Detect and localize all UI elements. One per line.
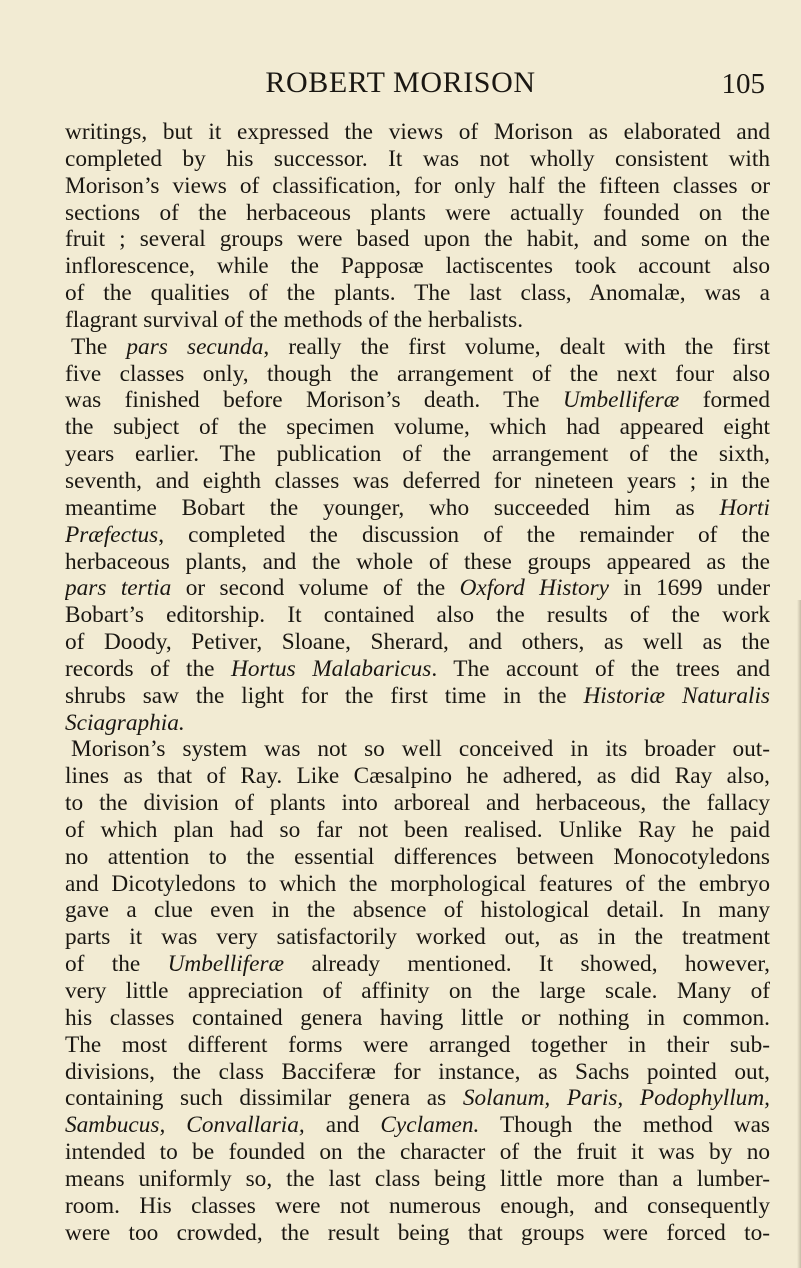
text-line: his classes contained genera having little or nothing in common.	[65, 1004, 770, 1031]
text-line: five classes only, though the arrangement of the next four also	[65, 360, 770, 387]
text-line: Morison’s views of classification, for only half the fifteen classes or	[65, 172, 770, 199]
text-line: of the Umbelliferæ already mentioned. It showed, however,	[65, 951, 770, 978]
text-line: meantime Bobart the younger, who succeeded him as Horti	[65, 494, 770, 521]
text-line: and Dicotyledons to which the morphological features of the embryo	[65, 870, 770, 897]
text-line: shrubs saw the light for the first time in the Historiæ Naturalis	[65, 682, 770, 709]
body-text	[65, 119, 770, 1246]
text-line: completed by his successor. It was not wholly consistent with	[65, 145, 770, 172]
text-line: sections of the herbaceous plants were actually founded on the	[65, 199, 770, 226]
text-line: Præfectus, completed the discussion of the remainder of the	[65, 521, 770, 548]
text-line: very little appreciation of affinity on the large scale. Many of	[65, 978, 770, 1004]
text-line: intended to be founded on the character of the fruit it was by no	[65, 1139, 770, 1166]
text-line: Sambucus, Convallaria, and Cyclamen. Though the method was	[65, 1112, 770, 1139]
text-line: lines as that of Ray. Like Cæsalpino he adhered, as did Ray also,	[65, 763, 770, 790]
page-edge-shadow	[797, 600, 801, 1268]
text-line: Morison’s system was not so well conceived in its broader out-	[71, 736, 770, 763]
text-line: divisions, the class Bacciferæ for instance, as Sachs pointed out,	[65, 1058, 770, 1085]
text-line: writings, but it expressed the views of Morison as elaborated and	[65, 119, 770, 145]
text-line: containing such dissimilar genera as Solanum, Paris, Podophyllum,	[65, 1085, 770, 1112]
text-line: Sciagraphia.	[65, 709, 185, 736]
text-line: gave a clue even in the absence of histological detail. In many	[65, 897, 770, 924]
text-line: of Doody, Petiver, Sloane, Sherard, and others, as well as the	[65, 629, 770, 656]
running-title: ROBERT MORISON	[265, 66, 536, 99]
text-line: flagrant survival of the methods of the herbalists.	[65, 306, 524, 333]
text-line: inflorescence, while the Papposæ lactiscentes took account also	[65, 253, 770, 280]
text-line: was finished before Morison’s death. The Umbelliferæ formed	[65, 387, 770, 414]
text-line: to the division of plants into arboreal and herbaceous, the fallacy	[65, 790, 770, 817]
text-line: pars tertia or second volume of the Oxford History in 1699 under	[65, 575, 770, 602]
text-line: the subject of the specimen volume, which had appeared eight	[65, 414, 770, 441]
text-line: no attention to the essential differences between Monocotyledons	[65, 843, 770, 870]
text-line: The pars secunda, really the first volume, dealt with the first	[71, 333, 770, 360]
text-line: years earlier. The publication of the arrangement of the sixth,	[65, 441, 770, 468]
text-line: The most different forms were arranged together in their sub-	[65, 1031, 770, 1058]
text-line: means uniformly so, the last class being little more than a lumber-	[65, 1165, 770, 1192]
text-line: of the qualities of the plants. The last class, Anomalæ, was a	[65, 280, 770, 307]
text-line: parts it was very satisfactorily worked out, as in the treatment	[65, 924, 770, 951]
text-line: herbaceous plants, and the whole of these groups appeared as the	[65, 548, 770, 575]
text-line: were too crowded, the result being that groups were forced to-	[65, 1219, 770, 1246]
running-header	[0, 66, 801, 106]
page-number: 105	[721, 68, 765, 100]
text-line: seventh, and eighth classes was deferred for nineteen years ; in the	[65, 467, 770, 494]
text-line: fruit ; several groups were based upon the habit, and some on the	[65, 226, 770, 253]
text-line: records of the Hortus Malabaricus. The account of the trees and	[65, 655, 770, 682]
text-line: Bobart’s editorship. It contained also the results of the work	[65, 602, 770, 629]
text-line: of which plan had so far not been realised. Unlike Ray he paid	[65, 816, 770, 843]
text-line: room. His classes were not numerous enough, and consequently	[65, 1192, 770, 1219]
